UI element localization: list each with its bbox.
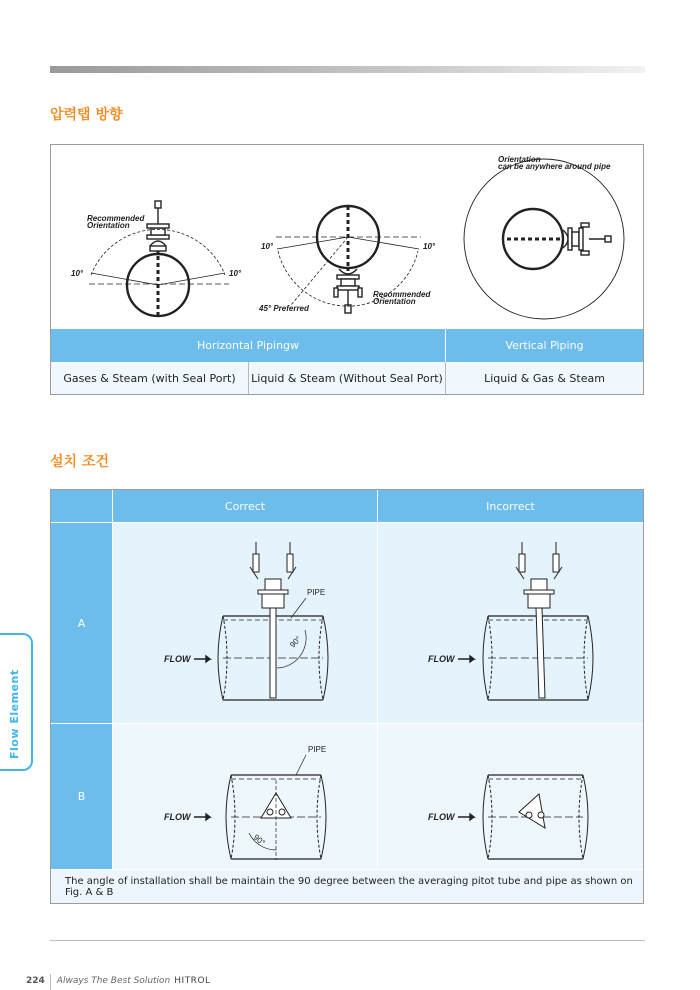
- header-incorrect: Incorrect: [378, 490, 643, 522]
- label-10deg-left-1: 10°: [71, 269, 84, 278]
- label-flow-b-correct: FLOW: [164, 812, 191, 822]
- orientation-value-row: [51, 362, 643, 394]
- label-45-preferred: 45° Preferred: [259, 304, 309, 313]
- value-gases-steam: Gases & Steam (with Seal Port): [63, 371, 236, 385]
- label-10deg-right-2: 10°: [423, 242, 436, 251]
- figure-a-incorrect: [483, 542, 593, 700]
- label-90deg-a: 90°: [288, 634, 303, 650]
- row-label-a: A: [51, 523, 112, 723]
- page-number: 224: [26, 976, 45, 986]
- label-90deg-b: 90°: [251, 832, 267, 848]
- label-flow-a-incorrect: FLOW: [428, 654, 455, 664]
- figure-b-incorrect: [483, 775, 588, 859]
- section-title-tap-orientation: 압력탭 방향: [50, 107, 123, 123]
- value-liquid-steam: Liquid & Steam (Without Seal Port): [251, 371, 443, 385]
- label-orientation-3: Orientation: [498, 155, 541, 164]
- side-tab-flow-element: [0, 633, 33, 771]
- orientation-figures: [51, 145, 643, 329]
- header-correct: Correct: [113, 490, 377, 522]
- footer-brand: HITROL: [174, 976, 211, 986]
- label-orientation-1: Orientation: [87, 221, 130, 230]
- value-liquid-gas-steam: Liquid & Gas & Steam: [484, 371, 605, 385]
- orientation-header-row: [51, 329, 643, 362]
- section-title-install-conditions: 설치 조건: [50, 454, 109, 470]
- footer-divider: [50, 940, 645, 941]
- label-orientation-2: Orientation: [373, 297, 416, 306]
- label-pipe-a: PIPE: [307, 588, 326, 597]
- label-pipe-b: PIPE: [308, 745, 327, 754]
- orientation-table: [50, 144, 644, 395]
- installation-note: The angle of installation shall be maintain the 90 degree between the averaging pitot tube and pipe as shown on Fig. A & B: [51, 870, 643, 903]
- footer-separator: [50, 974, 51, 990]
- top-gradient-bar: [50, 66, 645, 73]
- figure-a-correct: [218, 542, 328, 700]
- label-recommended-1: Recommended: [87, 214, 145, 223]
- figure-b-correct: [226, 755, 326, 860]
- label-anywhere: can be anywhere around pipe: [498, 162, 611, 171]
- figure-vertical: [464, 159, 624, 319]
- installation-figures: [51, 490, 643, 870]
- header-horizontal-piping: Horizontal Pipingw: [196, 339, 300, 352]
- footer: [26, 960, 211, 990]
- installation-table: [50, 489, 644, 904]
- label-recommended-2: Recommended: [373, 290, 431, 299]
- footer-tagline: Always The Best Solution: [56, 976, 171, 986]
- side-tab-label: Flow Element: [8, 669, 21, 759]
- label-flow-b-incorrect: FLOW: [428, 812, 455, 822]
- header-vertical-piping: Vertical Piping: [505, 339, 584, 352]
- label-10deg-left-2: 10°: [261, 242, 274, 251]
- label-10deg-right-1: 10°: [229, 269, 242, 278]
- label-flow-a-correct: FLOW: [164, 654, 191, 664]
- row-label-b: B: [51, 724, 112, 869]
